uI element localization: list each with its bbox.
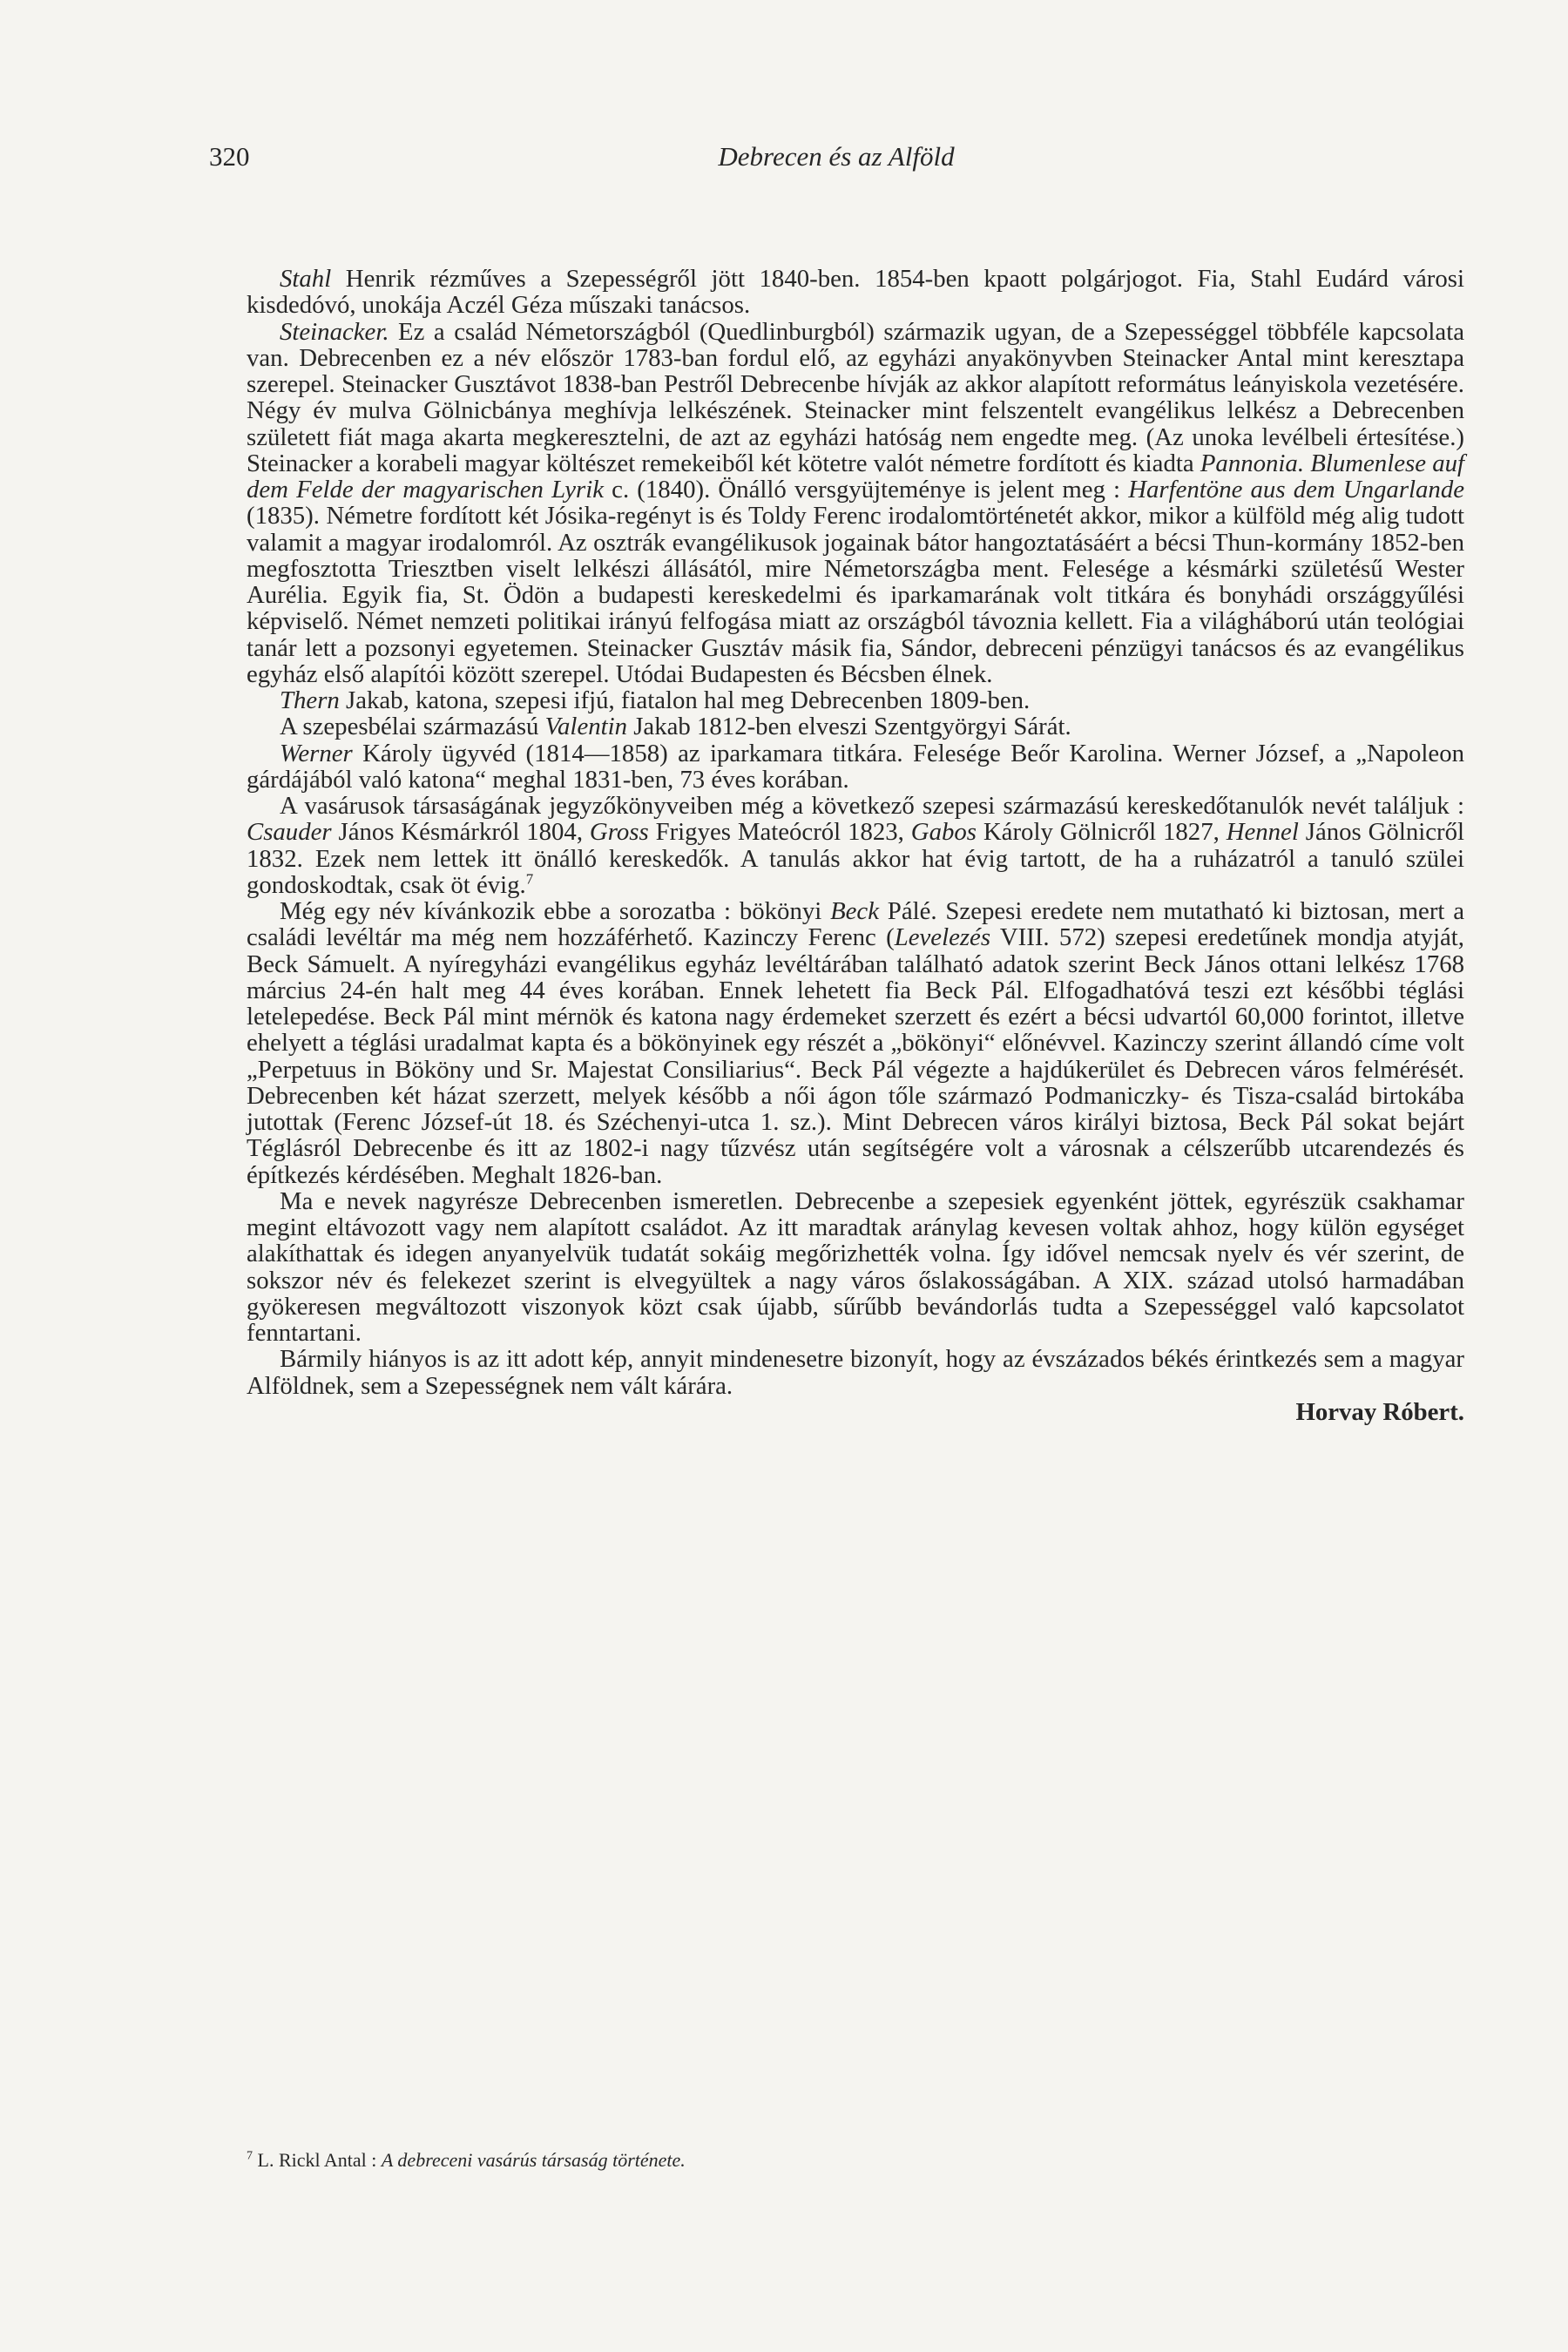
paragraph <box>247 1188 1464 1347</box>
paragraph <box>247 898 1464 1188</box>
text-run: Jakab 1812-ben elveszi Szentgyörgyi Sárát. <box>627 713 1071 741</box>
text-run: A vasárusok társaságának jegyzőkönyveiben még a következő szepesi származású kereskedőtanulók nevét találjuk : <box>280 792 1464 820</box>
paragraph <box>247 687 1464 713</box>
paragraph <box>247 713 1464 740</box>
italic-text: Valentin <box>544 713 628 741</box>
paragraph <box>247 1346 1464 1399</box>
text-run: János Gölnicről 1832. Ezek nem lettek itt önálló kereskedők. A tanulás akkor hat évig tartott, de ha a ruházatról a tanuló szülei gondoskodtak, csak öt évig. <box>247 818 1465 899</box>
text-run: Ez a család Németországból (Quedlinburgból) származik ugyan, de a Szepességgel többféle kapcsolata van. Debrecenben ez a név először 1783-ban fordul elő, az egyházi anyakönyvben Steinacker Antal mint keresztapa szerepel. Steinacker Gusztávot 1838-ban Pestről Debrecenbe hívják az akkor alapított református leányiskola vezetésére. Négy év mulva Gölnicbánya meghívja lelkészének. Steinacker mint felszentelt evangélikus lelkész a Debrecenben született fiát maga akarta megkeresztelni, de azt az egyházi hatóság nem engedte meg. (Az unoka levélbeli értesítése.) Steinacker a korabeli magyar költészet remekeiből két kötetre valót németre fordított és kiadta <box>247 317 1464 477</box>
page-header <box>209 141 1463 176</box>
text-run: c. (1840). Önálló versgyüjteménye is jelent meg : <box>604 476 1129 504</box>
text-run: Károly ügyvéd (1814—1858) az iparkamara titkára. Felesége Beőr Karolina. Werner József, a „Napoleon gárdájából való katona“ meghal 1831-ben, 73 éves korában. <box>247 739 1464 794</box>
italic-text: Stahl <box>280 265 332 293</box>
paragraph <box>247 319 1464 688</box>
footnote-marker: 7 <box>247 2149 253 2163</box>
footnote <box>247 2149 1464 2172</box>
italic-text: Hennel <box>1226 818 1299 847</box>
italic-text: Steinacker. <box>280 317 389 346</box>
page-number: 320 <box>209 141 250 172</box>
text-run: Ma e nevek nagyrésze Debrecenben ismeretlen. Debrecenbe a szepesiek egyenként jöttek, egyrészük csakhamar megint eltávozott vagy nem alapított családot. Az itt maradtak aránylag kevesen voltak ahhoz, hogy külön egységet alakíthattak és idegen anyanyelvük tudatát sokáig megőrizhették volna. Így idővel nemcsak nyelv és vér szerint, de sokszor név és felekezet szerint is elvegyültek a nagy város őslakosságában. A XIX. század utolsó harmadában gyökeresen megváltozott viszonyok közt csak újabb, sűrűbb bevándorlás tudta a Szepességgel való kapcsolatot fenntartani. <box>247 1186 1464 1347</box>
footnote-title: A debreceni vasárús társaság története. <box>381 2149 686 2171</box>
text-run: Frigyes Mateócról 1823, <box>648 818 911 847</box>
italic-text: Levelezés <box>894 923 991 952</box>
text-run: Bármily hiányos is az itt adott kép, annyit mindenesetre bizonyít, hogy az évszázados békés érintkezés sem a magyar Alföldnek, sem a Szepességnek nem vált kárára. <box>247 1345 1464 1400</box>
italic-text: Pannonia. Blumenlese auf dem Felde der magyarischen Lyrik <box>247 449 1464 504</box>
italic-text: Gross <box>589 818 649 847</box>
text-run: Jakab, katona, szepesi ifjú, fiatalon hal meg Debrecenben 1809-ben. <box>339 686 1031 714</box>
italic-text: Csauder <box>247 818 332 847</box>
paragraph <box>247 266 1464 319</box>
text-run: A szepesbélai származású <box>280 713 545 741</box>
italic-text: Harfentöne aus dem Ungarlande <box>1128 476 1465 504</box>
text-run: Károly Gölnicről 1827, <box>976 818 1227 847</box>
footnote-author: L. Rickl Antal : <box>257 2149 377 2171</box>
paragraph <box>247 740 1464 794</box>
author-signature: Horvay Róbert. <box>1295 1397 1464 1426</box>
body-text <box>247 266 1464 1425</box>
italic-text: Gabos <box>910 818 977 847</box>
signature-line <box>247 1399 1464 1425</box>
text-run: Még egy név kívánkozik ebbe a sorozatba : bökönyi <box>280 897 831 925</box>
text-run: János Késmárkról 1804, <box>331 818 590 847</box>
footnote-reference: 7 <box>525 870 534 888</box>
running-title: Debrecen és az Alföld <box>718 141 955 172</box>
text-run: Henrik rézműves a Szepességről jött 1840-ben. 1854-ben kpaott polgárjogot. Fia, Stahl Eudárd városi kisdedóvó, unokája Aczél Géza műszaki tanácsos. <box>247 265 1464 320</box>
italic-text: Thern <box>280 686 340 714</box>
italic-text: Werner <box>280 739 353 767</box>
text-run: Pálé. Szepesi eredete nem mutatható ki biztosan, mert a családi levéltár ma még nem hozzáférhető. Kazinczy Ferenc ( <box>247 897 1464 952</box>
paragraph <box>247 793 1464 898</box>
italic-text: Beck <box>830 897 879 925</box>
text-run: (1835). Németre fordított két Jósika-regényt is és Toldy Ferenc irodalomtörténetét akkor, mikor a külföld még alig tudott valamit a magyar irodalomról. Az osztrák evangélikusok jogainak bátor hangoztatásáért a bécsi Thun-kormány 1852-ben megfosztotta Triesztben viselt lelkészi állásától, mire Németországba ment. Felesége a késmárki születésű Wester Aurélia. Egyik fia, St. Ödön a budapesti kereskedelmi és iparkamarának volt titkára és bonyhádi országgyűlési képviselő. Német nemzeti politikai irányú felfogása miatt az országból távoznia kellett. Fia a világháború után teológiai tanár lett a pozsonyi egyetemen. Steinacker Gusztáv másik fia, Sándor, debreceni pénzügyi tanácsos és az evangélikus egyház első alapítói között szerepel. Utódai Budapesten és Bécsben élnek. <box>247 502 1464 688</box>
text-run: VIII. 572) szepesi eredetűnek mondja atyját, Beck Sámuelt. A nyíregyházi evangélikus egyház levéltárában található adatok szerint Beck János ottani lelkész 1768 március 24-én halt meg 44 éves korában. Ennek lehetett fia Beck Pál. Elfogadhatóvá teszi ezt későbbi téglási letelepedése. Beck Pál mint mérnök és katona nagy érdemeket szerzett és ezért a bécsi udvartól 60,000 forintot, illetve ehelyett a téglási uradalmat kapta és a bökönyinek egy részét a „bökönyi“ előnévvel. Kazinczy szerint állandó címe volt „Perpetuus in Bököny und Sr. Majestat Consiliarius“. Beck Pál végezte a hajdúkerület és Debrecen város felmérését. Debrecenben két házat szerzett, melyek később a női ágon tőle származó Podmaniczky- és Tisza-család birtokába jutottak (Ferenc József-út 18. és Széchenyi-utca 1. sz.). Mint Debrecen város királyi biztosa, Beck Pál sokat bejárt Téglásról Debrecenbe és itt az 1802-i nagy tűzvész után segítségére volt a városnak a célszerűbb utcarendezés és építkezés kérdésében. Meghalt 1826-ban. <box>247 923 1464 1189</box>
